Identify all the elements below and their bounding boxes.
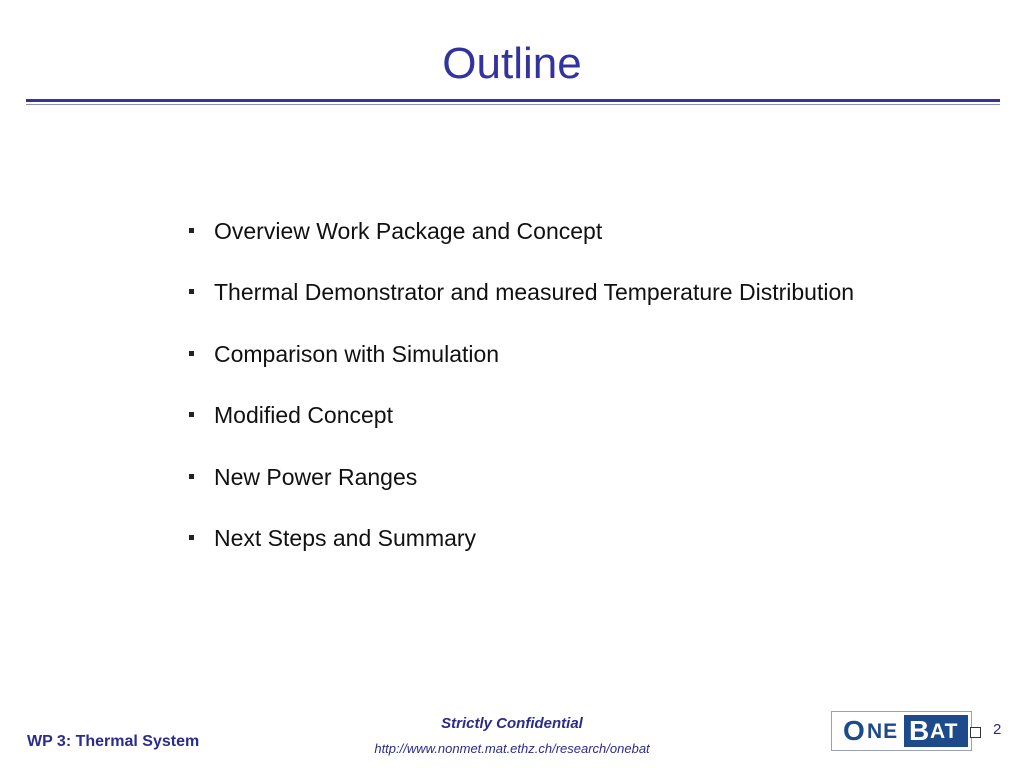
onebat-logo	[831, 711, 972, 751]
outline-item-text: Thermal Demonstrator and measured Temperature Distribution	[214, 279, 855, 306]
outline-item-text: Modified Concept	[214, 402, 393, 429]
outline-item-text: Overview Work Package and Concept	[214, 218, 603, 244]
title-divider-thick	[26, 99, 1000, 102]
bullet-square-icon	[189, 228, 194, 233]
logo-letter-b: B	[909, 715, 930, 746]
logo-letters-ne: NE	[867, 720, 899, 743]
bullet-square-icon	[189, 289, 194, 294]
square-icon	[970, 727, 981, 738]
page-number: 2	[993, 721, 1002, 738]
footer-work-package: WP 3: Thermal System	[27, 733, 200, 750]
logo-letters-at: AT	[930, 720, 959, 743]
slide-title: Outline	[442, 39, 582, 88]
outline-item-text: New Power Ranges	[214, 463, 418, 490]
bullet-square-icon	[189, 351, 194, 356]
title-divider-thin	[26, 104, 1000, 105]
logo-left-part	[835, 715, 901, 747]
outline-item-text: Next Steps and Summary	[214, 524, 477, 551]
footer-confidential: Strictly Confidential	[441, 715, 583, 732]
logo-right-part	[904, 715, 968, 747]
outline-item-text: Comparison with Simulation	[214, 340, 500, 367]
footer-url[interactable]: http://www.nonmet.mat.ethz.ch/research/onebat	[374, 741, 650, 756]
bullet-square-icon	[189, 535, 194, 540]
bullet-square-icon	[189, 474, 194, 479]
logo-letter-o: O	[843, 715, 865, 746]
bullet-square-icon	[189, 412, 194, 417]
